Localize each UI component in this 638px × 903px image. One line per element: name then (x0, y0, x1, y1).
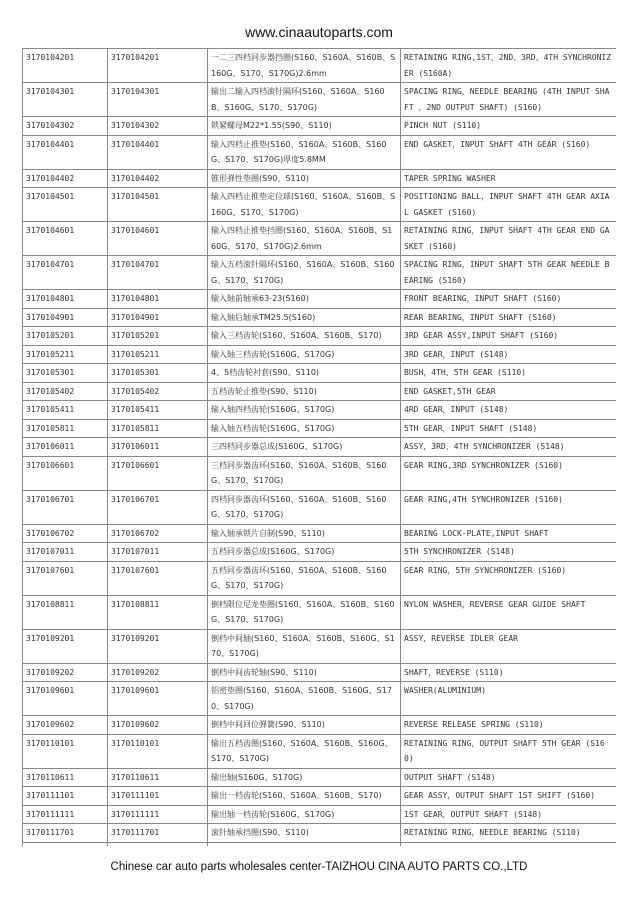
oem-number-cell: 3170107011 (108, 543, 208, 562)
part-number-cell: 3170104401 (23, 135, 108, 169)
oem-number-cell: 3170104901 (108, 308, 208, 327)
part-number-cell: 3170111101 (23, 787, 108, 806)
oem-number-cell: 3170104701 (108, 256, 208, 290)
oem-number-cell: 3170104801 (108, 290, 208, 309)
english-description-cell: POSITIONING BALL，INPUT SHAFT 4TH GEAR AXIAL GASKET (S160) (401, 188, 617, 222)
english-description-cell: ASSY，3RD、4TH SYNCHRONIZER (S148) (401, 438, 617, 457)
chinese-description-cell: 滚针轴承挡圈(S90、S110) (208, 824, 401, 843)
part-number-cell: 3170109201 (23, 629, 108, 663)
chinese-description-cell: 四档同步器齿环(S160、S160A、S160B、S160G、S170、S170G) (208, 490, 401, 524)
table-row (23, 327, 617, 346)
english-description-cell: SHAFT，REVERSE (S110) (401, 663, 617, 682)
part-number-cell: 3170105211 (23, 345, 108, 364)
chinese-description-cell: 输入四档止推垫(S160、S160A、S160B、S160G、S170、S170G)厚度5.8MM (208, 135, 401, 169)
table-row (23, 83, 617, 117)
part-number-cell: 3170111701 (23, 824, 108, 843)
parts-table-container (22, 48, 616, 846)
oem-number-cell: 3170104401 (108, 135, 208, 169)
table-row (23, 290, 617, 309)
part-number-cell: 3170104501 (23, 188, 108, 222)
english-description-cell: 5TH GEAR，INPUT SHAFT (S148) (401, 419, 617, 438)
english-description-cell: WASHER(ALUMINIUM) (401, 682, 617, 716)
chinese-description-cell (208, 842, 401, 846)
oem-number-cell: 3170104201 (108, 49, 208, 83)
table-row (23, 382, 617, 401)
oem-number-cell: 3170104402 (108, 169, 208, 188)
table-row (23, 734, 617, 768)
table-row (23, 787, 617, 806)
chinese-description-cell: 倒档中间齿轮轴(S90、S110) (208, 663, 401, 682)
oem-number-cell: 3170106601 (108, 456, 208, 490)
english-description-cell: ASSY，REVERSE IDLER GEAR (401, 629, 617, 663)
oem-number-cell: 3170111111 (108, 805, 208, 824)
oem-number-cell (108, 842, 208, 846)
english-description-cell: END GASKET，INPUT SHAFT 4TH GEAR (S160) (401, 135, 617, 169)
oem-number-cell: 3170105301 (108, 364, 208, 383)
part-number-cell: 3170104801 (23, 290, 108, 309)
chinese-description-cell: 输出轴(S160G、S170G) (208, 768, 401, 787)
english-description-cell: PINCH NUT (S110) (401, 117, 617, 136)
oem-number-cell: 3170110101 (108, 734, 208, 768)
english-description-cell: REVERSE RELEASE SPRING (S110) (401, 716, 617, 735)
chinese-description-cell: 输出一档齿轮(S160、S160A、S160B、S170) (208, 787, 401, 806)
part-number-cell: 3170109202 (23, 663, 108, 682)
chinese-description-cell: 三四档同步器总成(S160G、S170G) (208, 438, 401, 457)
part-number-cell: 3170105402 (23, 382, 108, 401)
table-row (23, 805, 617, 824)
part-number-cell: 3170111111 (23, 805, 108, 824)
table-row (23, 629, 617, 663)
part-number-cell: 3170104402 (23, 169, 108, 188)
table-row (23, 768, 617, 787)
parts-table-body (23, 49, 617, 847)
english-description-cell: 3RD GEAR，INPUT (S148) (401, 345, 617, 364)
part-number-cell: 3170110611 (23, 768, 108, 787)
table-row (23, 561, 617, 595)
english-description-cell: GEAR RING,4TH SYNCHRONIZER (S160) (401, 490, 617, 524)
oem-number-cell: 3170106011 (108, 438, 208, 457)
oem-number-cell: 3170105201 (108, 327, 208, 346)
oem-number-cell: 3170105211 (108, 345, 208, 364)
table-row (23, 824, 617, 843)
english-description-cell: TAPER SPRING WASHER (401, 169, 617, 188)
oem-number-cell: 3170104302 (108, 117, 208, 136)
oem-number-cell: 3170106701 (108, 490, 208, 524)
part-number-cell: 3170104901 (23, 308, 108, 327)
part-number-cell (23, 842, 108, 846)
chinese-description-cell: 倒档中间轴(S160、S160A、S160B、S160G、S170、S170G) (208, 629, 401, 663)
english-description-cell: FRONT BEARING，INPUT SHAFT (S160) (401, 290, 617, 309)
oem-number-cell: 3170109202 (108, 663, 208, 682)
table-row (23, 842, 617, 846)
table-row (23, 256, 617, 290)
chinese-description-cell: 输出轴一档齿轮(S160G、S170G) (208, 805, 401, 824)
part-number-cell: 3170105811 (23, 419, 108, 438)
chinese-description-cell: 三档同步器齿环(S160、S160A、S160B、S160G、S170、S170G) (208, 456, 401, 490)
english-description-cell: 4RD GEAR，INPUT (S148) (401, 401, 617, 420)
table-row (23, 438, 617, 457)
english-description-cell: GEAR RING，5TH SYNCHRONIZER (S160) (401, 561, 617, 595)
chinese-description-cell: 五档齿轮止推垫(S90、S110) (208, 382, 401, 401)
part-number-cell: 3170107601 (23, 561, 108, 595)
chinese-description-cell: 五档同步器齿环(S160、S160A、S160B、S160G、S170、S170G) (208, 561, 401, 595)
chinese-description-cell: 输入轴三档齿轮(S160G、S170G) (208, 345, 401, 364)
chinese-description-cell: 输入四档止推垫定位球(S160、S160A、S160B、S160G、S170、S170G) (208, 188, 401, 222)
table-row (23, 490, 617, 524)
site-header: www.cinaautoparts.com (245, 24, 393, 40)
part-number-cell: 3170104302 (23, 117, 108, 136)
chinese-description-cell: 输入五档滚针隔环(S160、S160A、S160B、S160G、S170、S170G) (208, 256, 401, 290)
chinese-description-cell: 五档同步器总成(S160G、S170G) (208, 543, 401, 562)
english-description-cell: OUTPUT SHAFT (S148) (401, 768, 617, 787)
table-row (23, 401, 617, 420)
english-description-cell: GEAR ASSY，OUTPUT SHAFT 1ST SHIFT (S160) (401, 787, 617, 806)
table-row (23, 682, 617, 716)
part-number-cell: 3170104701 (23, 256, 108, 290)
part-number-cell: 3170106702 (23, 524, 108, 543)
english-description-cell: 5TH SYNCHRONIZER (S148) (401, 543, 617, 562)
chinese-description-cell: 输入四档止推垫挡圈(S160、S160A、S160B、S160G、S170、S170G)2.6mm (208, 222, 401, 256)
part-number-cell: 3170105301 (23, 364, 108, 383)
table-row (23, 543, 617, 562)
oem-number-cell: 3170106702 (108, 524, 208, 543)
oem-number-cell: 3170108811 (108, 595, 208, 629)
parts-table (22, 48, 616, 846)
table-row (23, 169, 617, 188)
part-number-cell: 3170108811 (23, 595, 108, 629)
table-row (23, 663, 617, 682)
table-row (23, 135, 617, 169)
english-description-cell: REAR BEARING，INPUT SHAFT (S160) (401, 308, 617, 327)
chinese-description-cell: 输出二输入四档滚针隔环(S160、S160A、S160B、S160G、S170、S170G) (208, 83, 401, 117)
english-description-cell: RETAINING RING，OUTPUT SHAFT 5TH GEAR (S160) (401, 734, 617, 768)
chinese-description-cell: 输入轴四档齿轮(S160G、S170G) (208, 401, 401, 420)
table-row (23, 716, 617, 735)
english-description-cell: SPACING RING，INPUT SHAFT 5TH GEAR NEEDLE BEARING (S160) (401, 256, 617, 290)
table-row (23, 117, 617, 136)
oem-number-cell: 3170105402 (108, 382, 208, 401)
site-footer: Chinese car auto parts wholesales center-TAIZHOU CINA AUTO PARTS CO.,LTD (110, 861, 528, 873)
chinese-description-cell: 倒档限位尼龙垫圈(S160、S160A、S160B、S160G、S170、S170G) (208, 595, 401, 629)
english-description-cell: RETAINING RING，INPUT SHAFT 4TH GEAR END GASKET (S160) (401, 222, 617, 256)
part-number-cell: 3170109602 (23, 716, 108, 735)
oem-number-cell: 3170111701 (108, 824, 208, 843)
oem-number-cell: 3170111101 (108, 787, 208, 806)
table-row (23, 595, 617, 629)
part-number-cell: 3170106601 (23, 456, 108, 490)
oem-number-cell: 3170110611 (108, 768, 208, 787)
chinese-description-cell: 4、5档齿轮衬套(S90、S110) (208, 364, 401, 383)
chinese-description-cell: 倒档中间回位弹簧(S90、S110) (208, 716, 401, 735)
oem-number-cell: 3170105411 (108, 401, 208, 420)
english-description-cell: SPACING RING，NEEDLE BEARING (4TH INPUT SHAFT ，2ND OUTPUT SHAFT) (S160) (401, 83, 617, 117)
table-row (23, 222, 617, 256)
english-description-cell: 3RD GEAR ASSY,INPUT SHAFT (S160) (401, 327, 617, 346)
english-description-cell: GEAR RING,3RD SYNCHRONIZER (S160) (401, 456, 617, 490)
oem-number-cell: 3170104601 (108, 222, 208, 256)
part-number-cell: 3170105201 (23, 327, 108, 346)
chinese-description-cell: 铝密垫圈(S160、S160A、S160B、S160G、S170、S170G) (208, 682, 401, 716)
chinese-description-cell: 输入轴承锁片自制(S90、S110) (208, 524, 401, 543)
chinese-description-cell: 锁紧螺母M22*1.55(S90、S110) (208, 117, 401, 136)
part-number-cell: 3170106011 (23, 438, 108, 457)
part-number-cell: 3170109601 (23, 682, 108, 716)
chinese-description-cell: 输入轴后轴承TM25.5(S160) (208, 308, 401, 327)
chinese-description-cell: 输入轴五档齿轮(S160G、S170G) (208, 419, 401, 438)
oem-number-cell: 3170104501 (108, 188, 208, 222)
table-row (23, 364, 617, 383)
english-description-cell: NYLON WASHER，REVERSE GEAR GUIDE SHAFT (401, 595, 617, 629)
part-number-cell: 3170104201 (23, 49, 108, 83)
table-row (23, 308, 617, 327)
english-description-cell (401, 842, 617, 846)
oem-number-cell: 3170109601 (108, 682, 208, 716)
english-description-cell: BEARING LOCK-PLATE,INPUT SHAFT (401, 524, 617, 543)
chinese-description-cell: 输入三档齿轮(S160、S160A、S160B、S170) (208, 327, 401, 346)
chinese-description-cell: 输入轴前轴承63-23(S160) (208, 290, 401, 309)
table-row (23, 188, 617, 222)
oem-number-cell: 3170104301 (108, 83, 208, 117)
oem-number-cell: 3170107601 (108, 561, 208, 595)
chinese-description-cell: 一二三四档同步器挡圈(S160、S160A、S160B、S160G、S170、S170G)2.6mm (208, 49, 401, 83)
english-description-cell: RETAINING RING,1ST、2ND、3RD、4TH SYNCHRONIZER (S160A) (401, 49, 617, 83)
table-row (23, 49, 617, 83)
part-number-cell: 3170104301 (23, 83, 108, 117)
part-number-cell: 3170107011 (23, 543, 108, 562)
oem-number-cell: 3170109201 (108, 629, 208, 663)
oem-number-cell: 3170105811 (108, 419, 208, 438)
english-description-cell: BUSH，4TH、5TH GEAR (S110) (401, 364, 617, 383)
part-number-cell: 3170104601 (23, 222, 108, 256)
english-description-cell: END GASKET,5TH GEAR (401, 382, 617, 401)
part-number-cell: 3170110101 (23, 734, 108, 768)
english-description-cell: RETAINING RING，NEEDLE BEARING (S110) (401, 824, 617, 843)
chinese-description-cell: 输出五档齿圈(S160、S160A、S160B、S160G、S170、S170G) (208, 734, 401, 768)
table-row (23, 456, 617, 490)
table-row (23, 345, 617, 364)
part-number-cell: 3170105411 (23, 401, 108, 420)
oem-number-cell: 3170109602 (108, 716, 208, 735)
english-description-cell: 1ST GEAR，OUTPUT SHAFT (S148) (401, 805, 617, 824)
table-row (23, 419, 617, 438)
part-number-cell: 3170106701 (23, 490, 108, 524)
table-row (23, 524, 617, 543)
chinese-description-cell: 锥形弹性垫圈(S90、S110) (208, 169, 401, 188)
